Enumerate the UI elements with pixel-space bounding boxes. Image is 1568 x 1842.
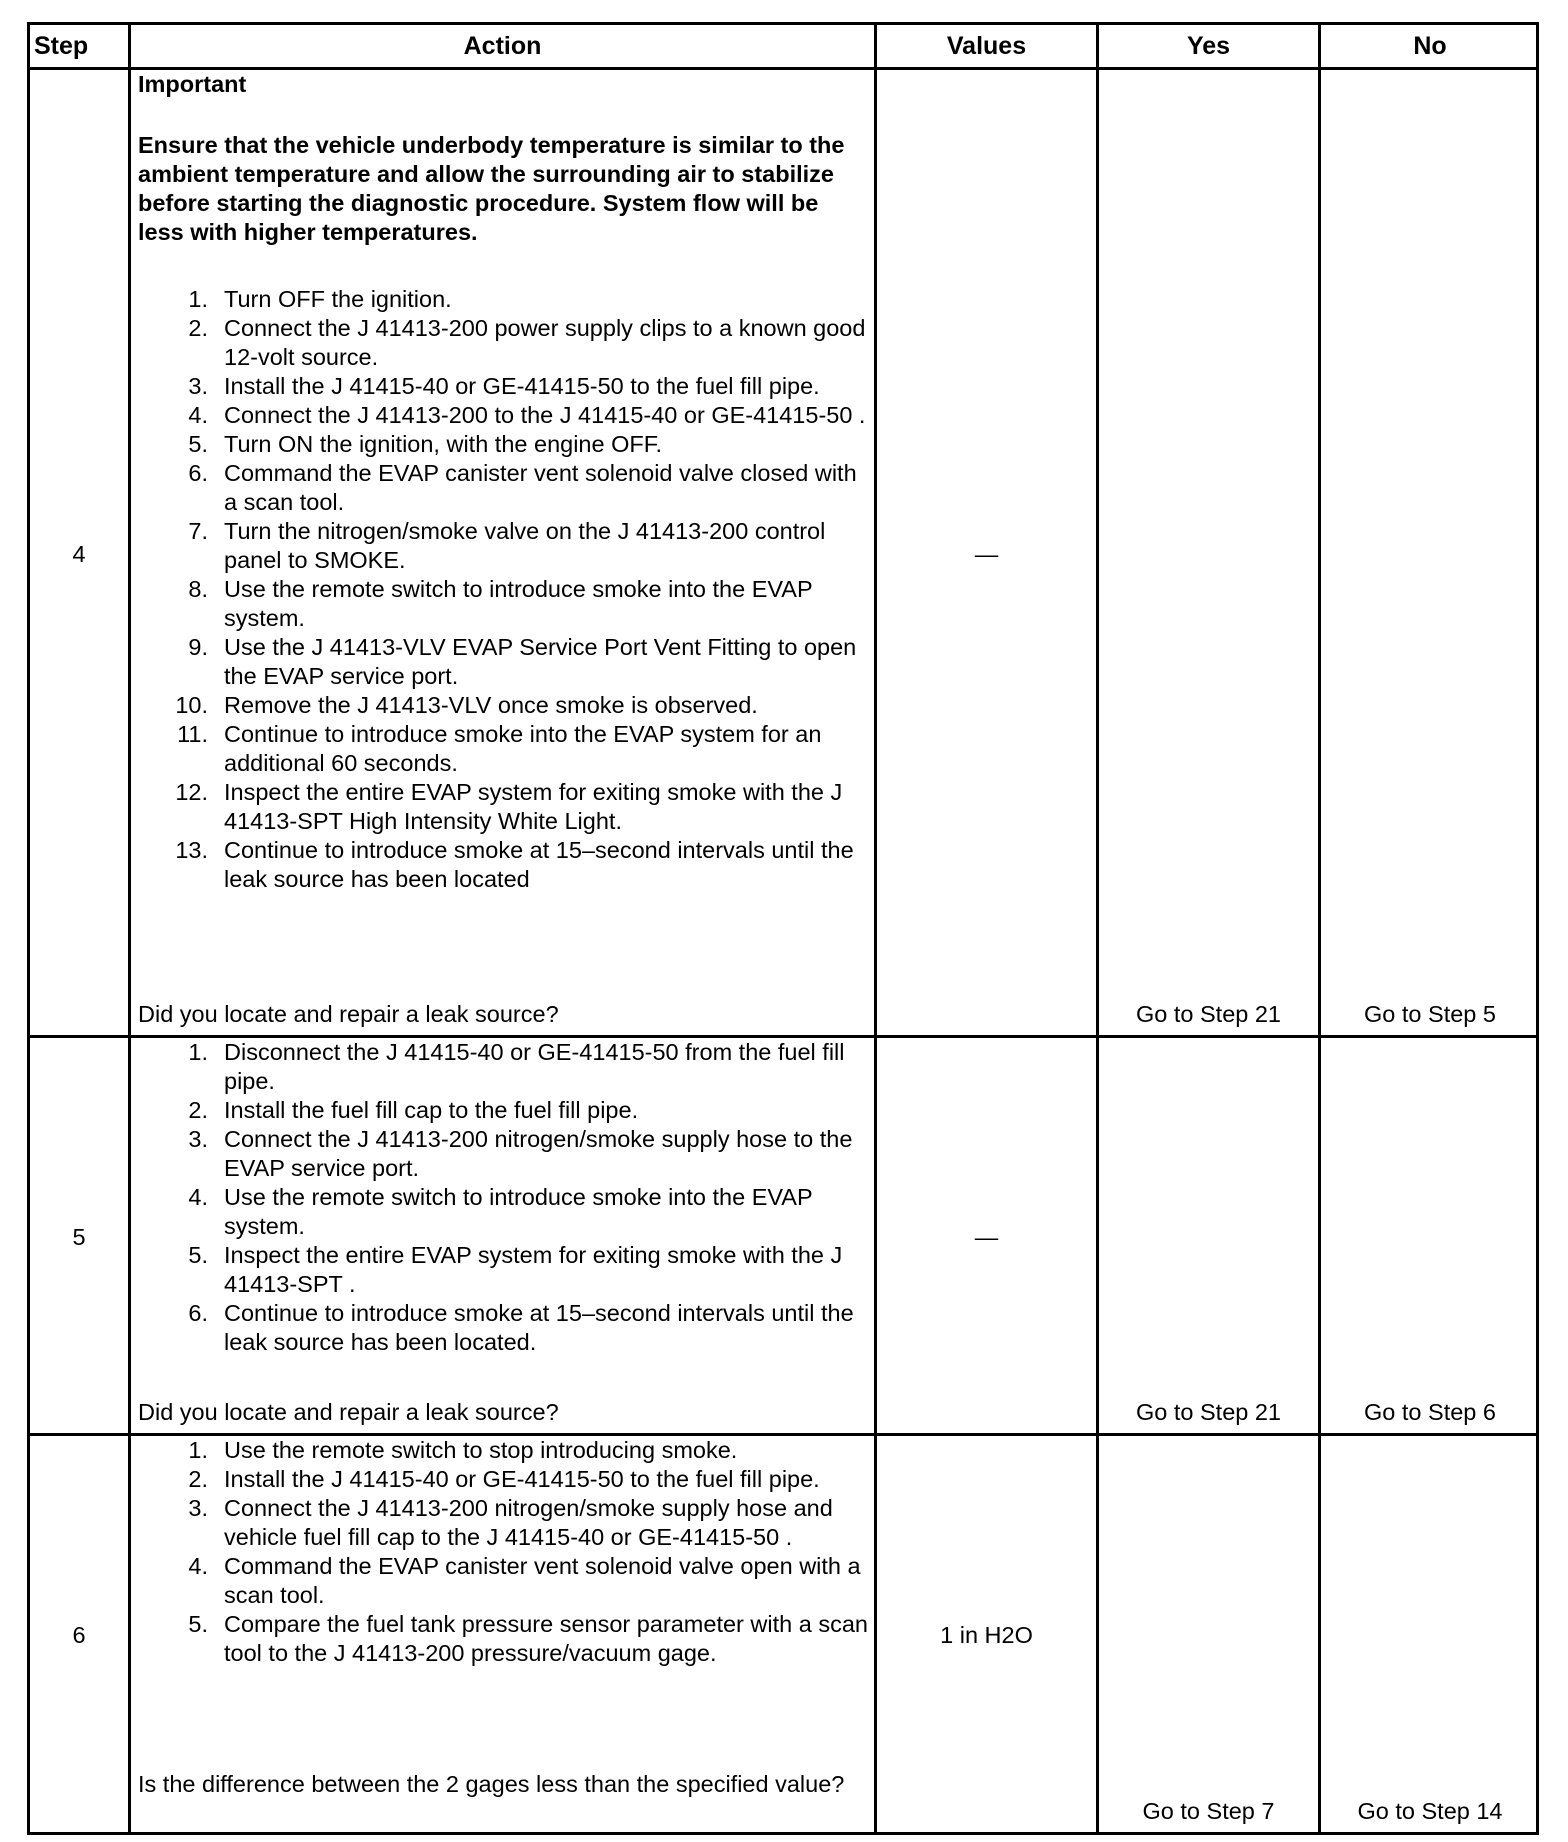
list-item: 2. Install the fuel fill cap to the fuel fill pipe. <box>188 1097 639 1123</box>
list-item: 3. Install the J 41415-40 or GE-41415-50 to the fuel fill pipe. <box>188 373 820 399</box>
list-item: 6. Command the EVAP canister vent solenoid valve closed with a scan tool. <box>188 460 857 515</box>
list-item: 5. Compare the fuel tank pressure sensor parameter with a scan tool to the J 41413-200 pressure/vacuum gage. <box>188 1611 868 1666</box>
diagnostic-table <box>27 22 1539 1835</box>
action-cell-step-4 <box>138 70 868 894</box>
list-item: 1. Turn OFF the ignition. <box>188 286 452 312</box>
question: Is the difference between the 2 gages less than the specified value? <box>138 1771 845 1797</box>
value-cell: 1 in H2O <box>940 1622 1033 1648</box>
header-step: Step <box>34 31 89 60</box>
list-item: 5. Inspect the entire EVAP system for exiting smoke with the J 41413-SPT . <box>188 1242 843 1297</box>
action-cell-step-5 <box>138 1038 868 1357</box>
grid-line <box>1096 25 1099 1832</box>
list-item: 9. Use the J 41413-VLV EVAP Service Port Vent Fitting to open the EVAP service port. <box>188 634 857 689</box>
list-item: 2. Install the J 41415-40 or GE-41415-50 to the fuel fill pipe. <box>188 1466 820 1492</box>
list-item: 2. Connect the J 41413-200 power supply clips to a known good 12-volt source. <box>188 315 866 370</box>
list-item: 4. Connect the J 41413-200 to the J 41415-40 or GE-41415-50 . <box>188 402 866 428</box>
important-text: Ensure that the vehicle underbody temperature is similar to the ambient temperature and allow the surrounding air to stabilize before starting the diagnostic procedure. System flow will be less with higher temperatures. <box>138 132 845 245</box>
list-item: 8. Use the remote switch to introduce smoke into the EVAP system. <box>188 576 813 631</box>
list-item: 5. Turn ON the ignition, with the engine OFF. <box>188 431 663 457</box>
list-item: 1. Use the remote switch to stop introducing smoke. <box>188 1437 738 1463</box>
list-item: 11. Continue to introduce smoke into the EVAP system for an additional 60 seconds. <box>177 721 822 776</box>
list-item: 4. Use the remote switch to introduce smoke into the EVAP system. <box>188 1184 813 1239</box>
yes-cell: Go to Step 21 <box>1135 1001 1282 1027</box>
list-item: 7. Turn the nitrogen/smoke valve on the J 41413-200 control panel to SMOKE. <box>188 518 826 573</box>
list-item: 4. Command the EVAP canister vent solenoid valve open with a scan tool. <box>188 1553 861 1608</box>
yes-cell: Go to Step 7 <box>1142 1798 1275 1824</box>
grid-line <box>128 25 131 1832</box>
list-item: 1. Disconnect the J 41415-40 or GE-41415-50 from the fuel fill pipe. <box>188 1039 845 1094</box>
header-yes: Yes <box>1186 31 1231 60</box>
no-cell: Go to Step 5 <box>1364 1001 1496 1027</box>
step-number: 5 <box>72 1224 86 1250</box>
value-cell: — <box>974 541 999 567</box>
procedure-list <box>138 1436 868 1668</box>
grid-line <box>874 25 877 1832</box>
list-item: 3. Connect the J 41413-200 nitrogen/smoke supply hose to the EVAP service port. <box>188 1126 853 1181</box>
header-action: Action <box>463 31 542 60</box>
important-title: Important <box>138 71 247 97</box>
header-no: No <box>1413 31 1447 60</box>
value-cell: — <box>974 1224 999 1250</box>
list-item: 3. Connect the J 41413-200 nitrogen/smoke supply hose and vehicle fuel fill cap to the J 41415-40 or GE-41415-50 . <box>188 1495 833 1550</box>
list-item: 10. Remove the J 41413-VLV once smoke is observed. <box>175 692 758 718</box>
action-cell-step-6 <box>138 1436 868 1668</box>
step-number: 6 <box>72 1622 86 1648</box>
yes-cell: Go to Step 21 <box>1135 1399 1282 1425</box>
list-item: 12. Inspect the entire EVAP system for exiting smoke with the J 41413-SPT High Intensity White Light. <box>175 779 843 834</box>
list-item: 13. Continue to introduce smoke at 15–second intervals until the leak source has been located <box>175 837 854 892</box>
question: Did you locate and repair a leak source? <box>138 1399 559 1425</box>
procedure-list <box>138 285 868 894</box>
no-cell: Go to Step 6 <box>1364 1399 1496 1425</box>
grid-line <box>1318 25 1321 1832</box>
list-item: 6. Continue to introduce smoke at 15–second intervals until the leak source has been located. <box>188 1300 854 1355</box>
question: Did you locate and repair a leak source? <box>138 1001 559 1027</box>
header-values: Values <box>946 31 1027 60</box>
step-number: 4 <box>72 541 86 567</box>
no-cell: Go to Step 14 <box>1357 1798 1503 1824</box>
procedure-list <box>138 1038 868 1357</box>
